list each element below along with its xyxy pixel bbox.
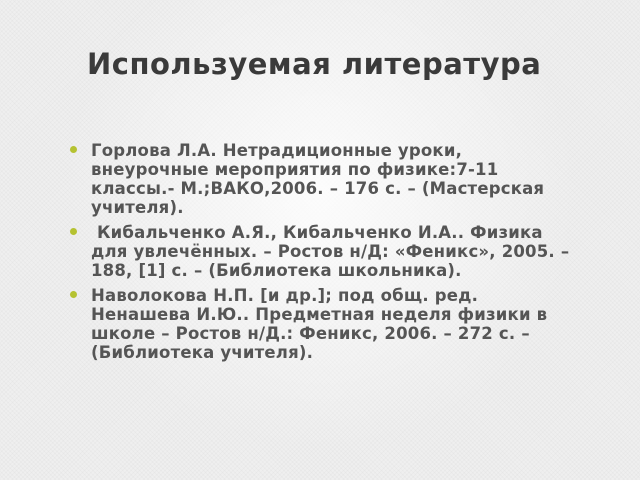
bullet-icon — [70, 291, 77, 298]
bibliography-item — [70, 141, 570, 217]
bibliography-item — [70, 223, 576, 280]
bibliography-item — [70, 286, 570, 362]
bullet-icon — [70, 146, 77, 153]
bibliography-item-text: Горлова Л.А. Нетрадиционные уроки, внеурочные мероприятия по физике:7-11 классы.- М.;ВАКО,2006. – 176 с. – (Мастерская учителя). — [91, 141, 545, 217]
bibliography-item-text: Наволокова Н.П. [и др.]; под общ. ред. Ненашева И.Ю.. Предметная неделя физики в школе – Ростов н/Д.: Феникс, 2006. – 272 с. – (Библиотека учителя). — [91, 286, 548, 362]
slide-title: Используемая литература — [87, 47, 542, 81]
bibliography-item-text: Кибальченко А.Я., Кибальченко И.А.. Физика для увлечённых. – Ростов н/Д: «Феникс», 2005. – 188, [1] с. – (Библиотека школьника). — [91, 223, 576, 280]
bullet-icon — [70, 228, 77, 235]
bibliography-list — [70, 141, 576, 368]
